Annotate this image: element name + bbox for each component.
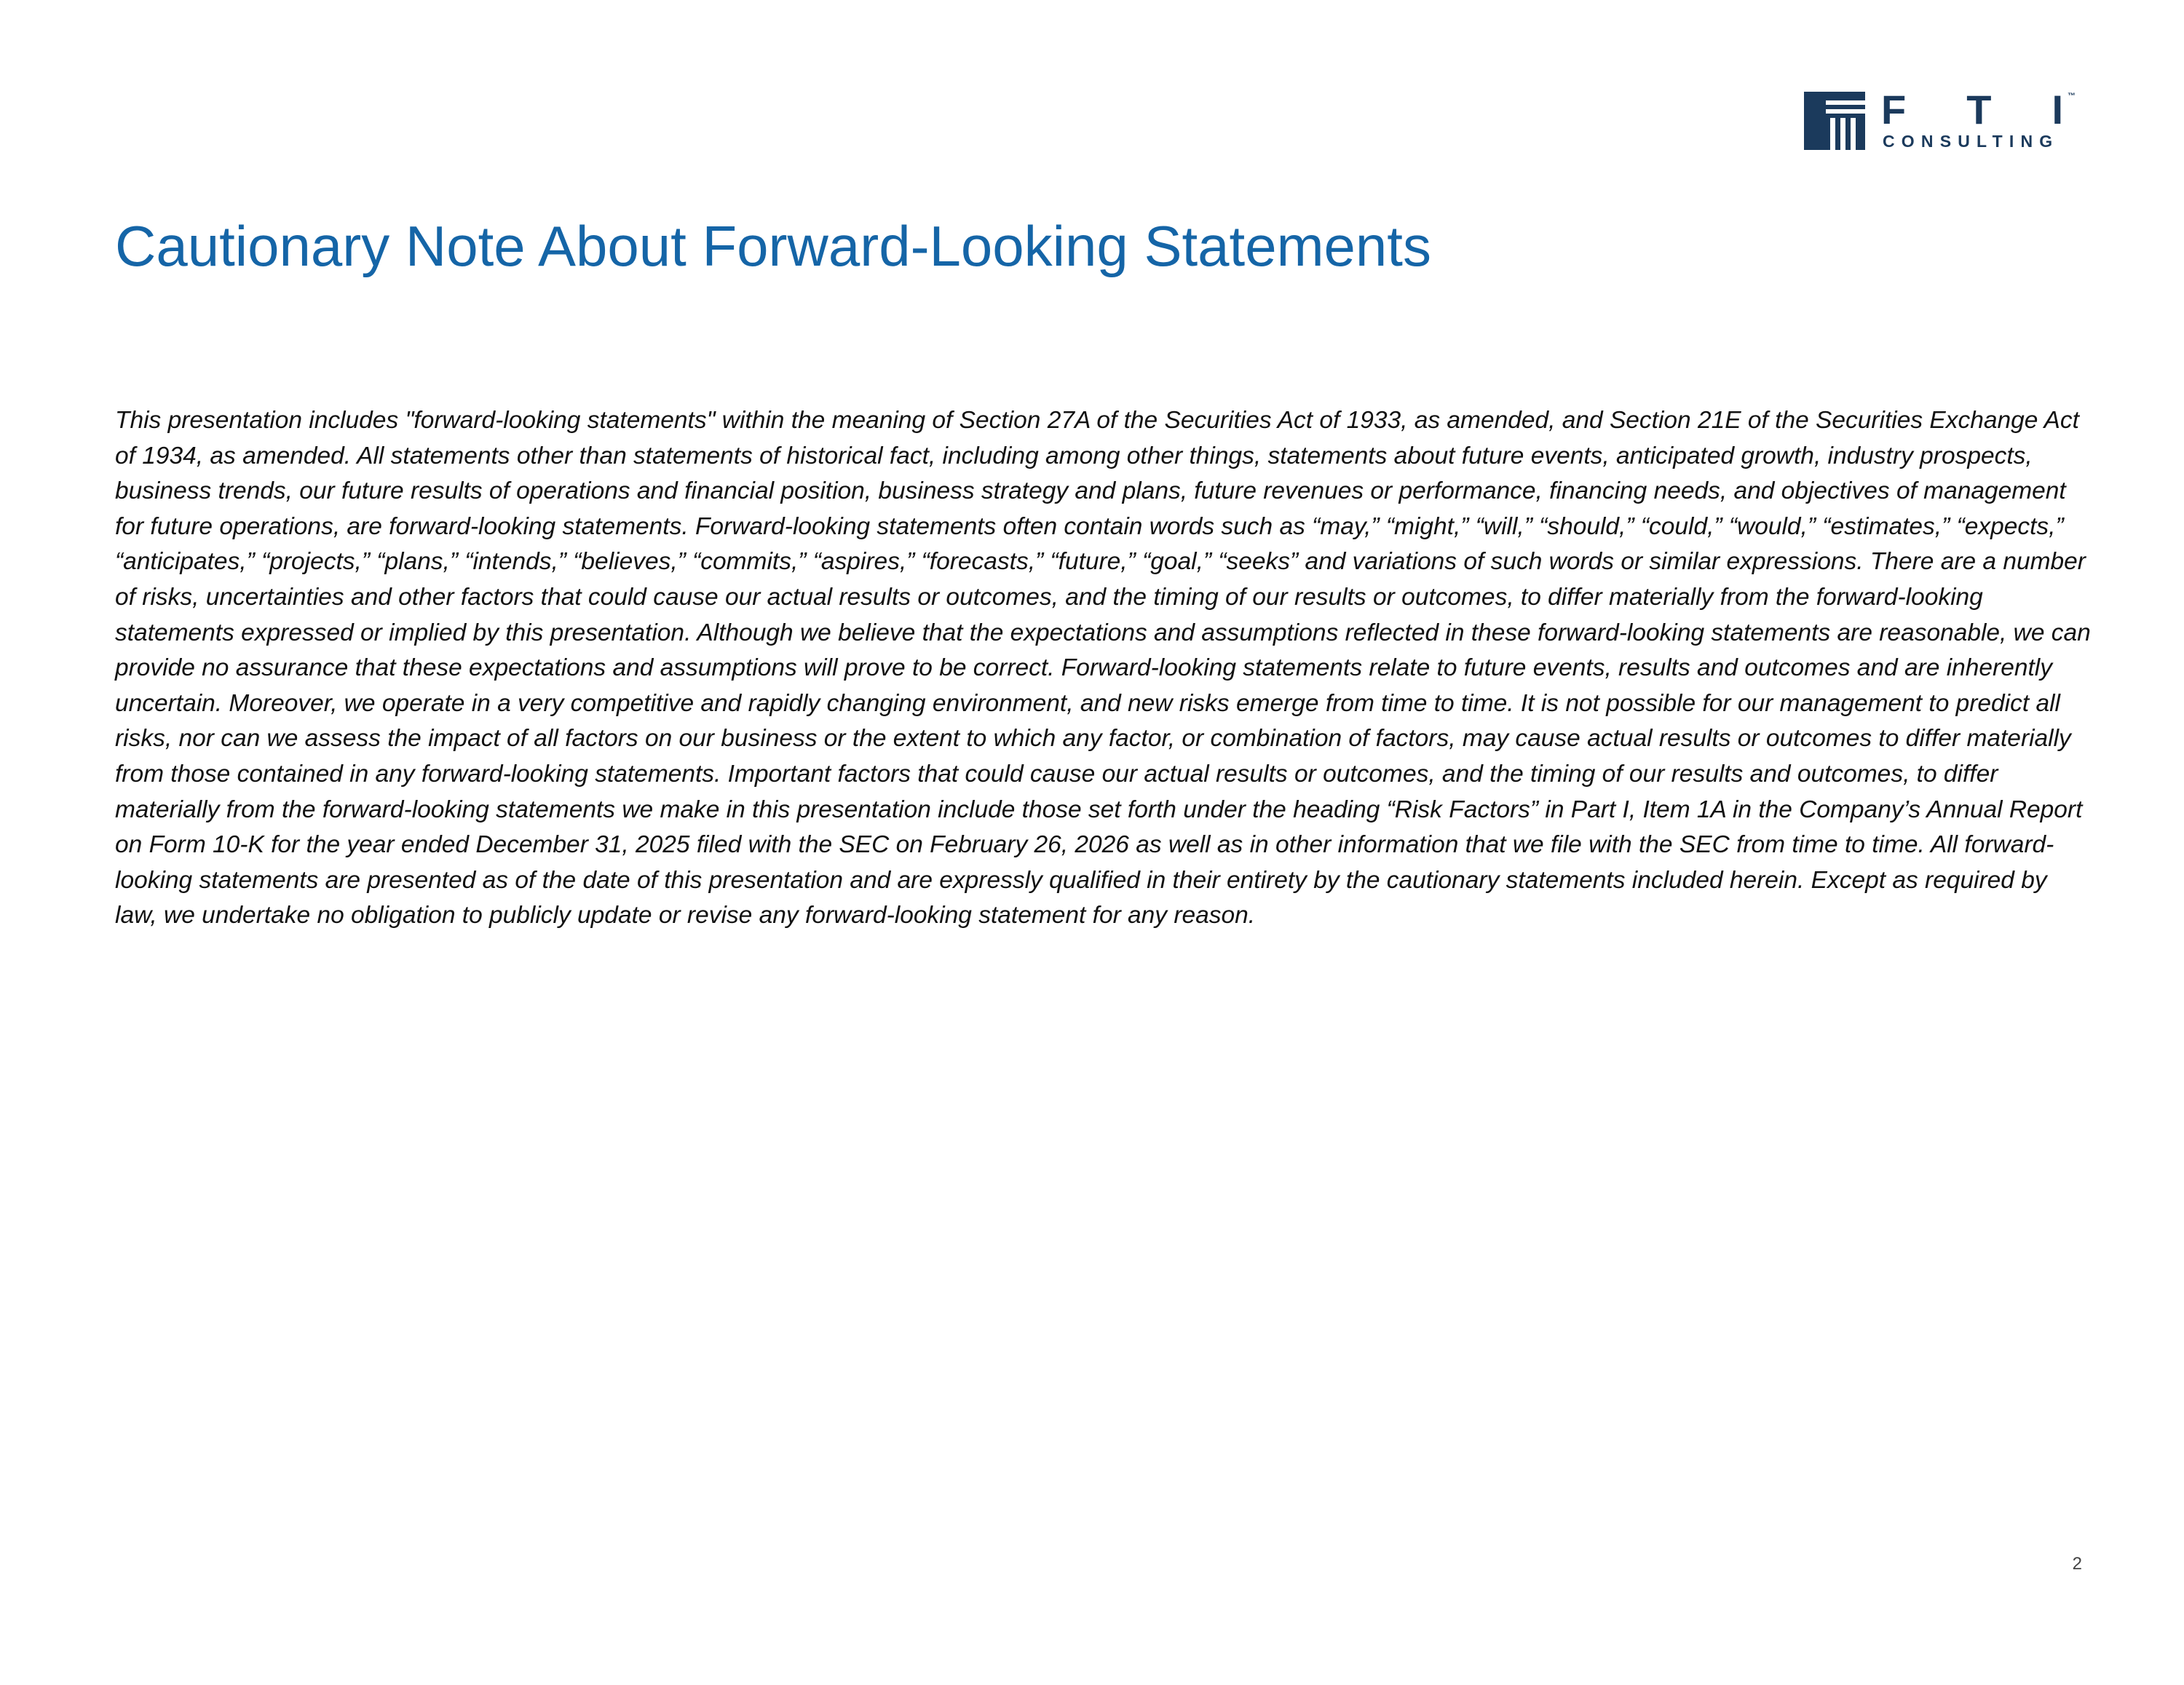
- disclaimer-paragraph: This presentation includes "forward-looking statements" within the meaning of Section 27A of the Securities Act of 1933, as amended, and Section 21E of the Securities Exchange Act of 1934, as amended. All statements other than statements of historical fact, including among other things, statements about future events, anticipated growth, industry prospects, business trends, our future results of operations and financial position, business strategy and plans, future revenues or performance, financing needs, and objectives of management for future operations, are forward-looking statements. Forward-looking statements often contain words such as “may,” “might,” “will,” “should,” “could,” “would,” “estimates,” “expects,” “anticipates,” “projects,” “plans,” “intends,” “believes,” “commits,” “aspires,” “forecasts,” “future,” “goal,” “seeks” and variations of such words or similar expressions. There are a number of risks, uncertainties and other factors that could cause our actual results or outcomes, and the timing of our results or outcomes, to differ materially from the forward-looking statements expressed or implied by this presentation. Although we believe that the expectations and assumptions reflected in these forward-looking statements are reasonable, we can provide no assurance that these expectations and assumptions will prove to be correct. Forward-looking statements relate to future events, results and outcomes and are inherently uncertain. Moreover, we operate in a very competitive and rapidly changing environment, and new risks emerge from time to time. It is not possible for our management to predict all risks, nor can we assess the impact of all factors on our business or the extent to which any factor, or combination of factors, may cause actual results or outcomes to differ materially from those contained in any forward-looking statements. Important factors that could cause our actual results or outcomes, and the timing of our results and outcomes, to differ materially from the forward-looking statements we make in this presentation include those set forth under the heading “Risk Factors” in Part I, Item 1A in the Company’s Annual Report on Form 10-K for the year ended December 31, 2025 filed with the SEC on February 26, 2026 as well as in other information that we file with the SEC from time to time. All forward-looking statements are presented as of the date of this presentation and are expressly qualified in their entirety by the cautionary statements included herein. Except as required by law, we undertake no obligation to publicly update or revise any forward-looking statement for any reason.: [115, 407, 2091, 929]
- page-title: Cautionary Note About Forward-Looking Statements: [115, 214, 1431, 278]
- page-number: 2: [2072, 1554, 2082, 1574]
- logo-subtitle: CONSULTING: [1883, 132, 2060, 151]
- trademark-symbol: ™: [2068, 92, 2076, 100]
- fti-building-icon: [1804, 92, 1865, 150]
- fti-wordmark: [1881, 92, 2065, 125]
- fti-consulting-logo: [1804, 92, 2081, 153]
- fti-wordmark-text: F T I: [1881, 92, 2063, 125]
